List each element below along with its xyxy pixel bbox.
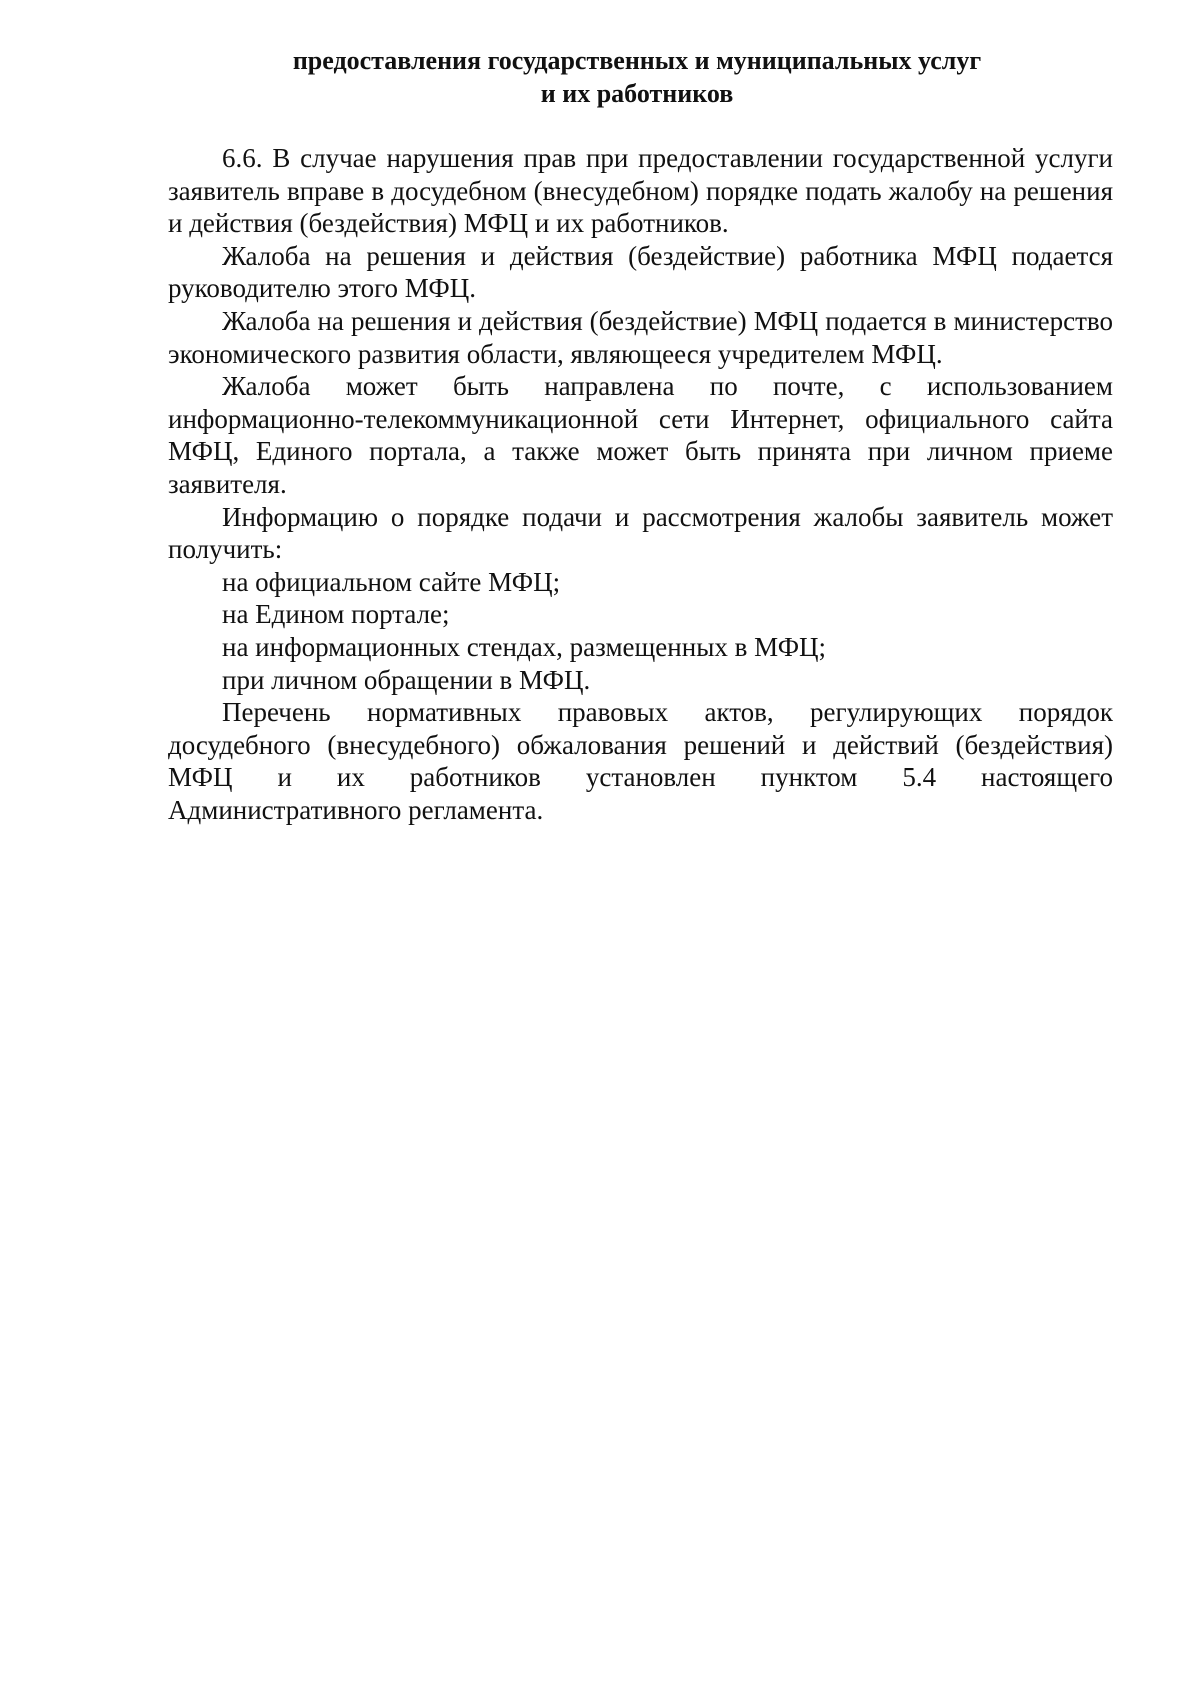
paragraph-complaint-mfc: Жалоба на решения и действия (бездействие) МФЦ подается в министерство экономического развития области, являющееся учредителем МФЦ. bbox=[168, 305, 1113, 369]
paragraph-info-intro: Информацию о порядке подачи и рассмотрения жалобы заявитель может получить: bbox=[168, 501, 1113, 565]
paragraph-complaint-channels: Жалоба может быть направлена по почте, с использованием информационно-телекоммуникационной сети Интернет, официального сайта МФЦ, Единого портала, а также может быть принята при личном приеме заявителя. bbox=[168, 371, 1113, 499]
section-heading bbox=[150, 44, 1124, 110]
list-item: на информационных стендах, размещенных в МФЦ; bbox=[222, 631, 827, 662]
heading-line-1: предоставления государственных и муниципальных услуг bbox=[292, 46, 982, 75]
paragraph-legal-acts-tail: Административного регламента. bbox=[168, 794, 544, 825]
paragraph-legal-acts: Перечень нормативных правовых актов, регулирующих порядок досудебного (внесудебного) обжалования решений и действий (бездействия) МФЦ и их работников установлен пунктом 5.4 настоящего bbox=[168, 697, 1113, 793]
heading-line-2: и их работников bbox=[540, 79, 734, 108]
paragraph-complaint-employee: Жалоба на решения и действия (бездействие) работника МФЦ подается руководителю этого МФЦ. bbox=[168, 240, 1113, 304]
list-item: при личном обращении в МФЦ. bbox=[222, 664, 591, 695]
document-body bbox=[168, 142, 1113, 826]
list-item: на Едином портале; bbox=[222, 599, 450, 630]
paragraph-6-6: 6.6. В случае нарушения прав при предоставлении государственной услуги заявитель вправе в досудебном (внесудебном) порядке подать жалобу на решения и действия (бездействия) МФЦ и их работников. bbox=[168, 143, 1113, 239]
list-item: на официальном сайте МФЦ; bbox=[222, 566, 561, 597]
